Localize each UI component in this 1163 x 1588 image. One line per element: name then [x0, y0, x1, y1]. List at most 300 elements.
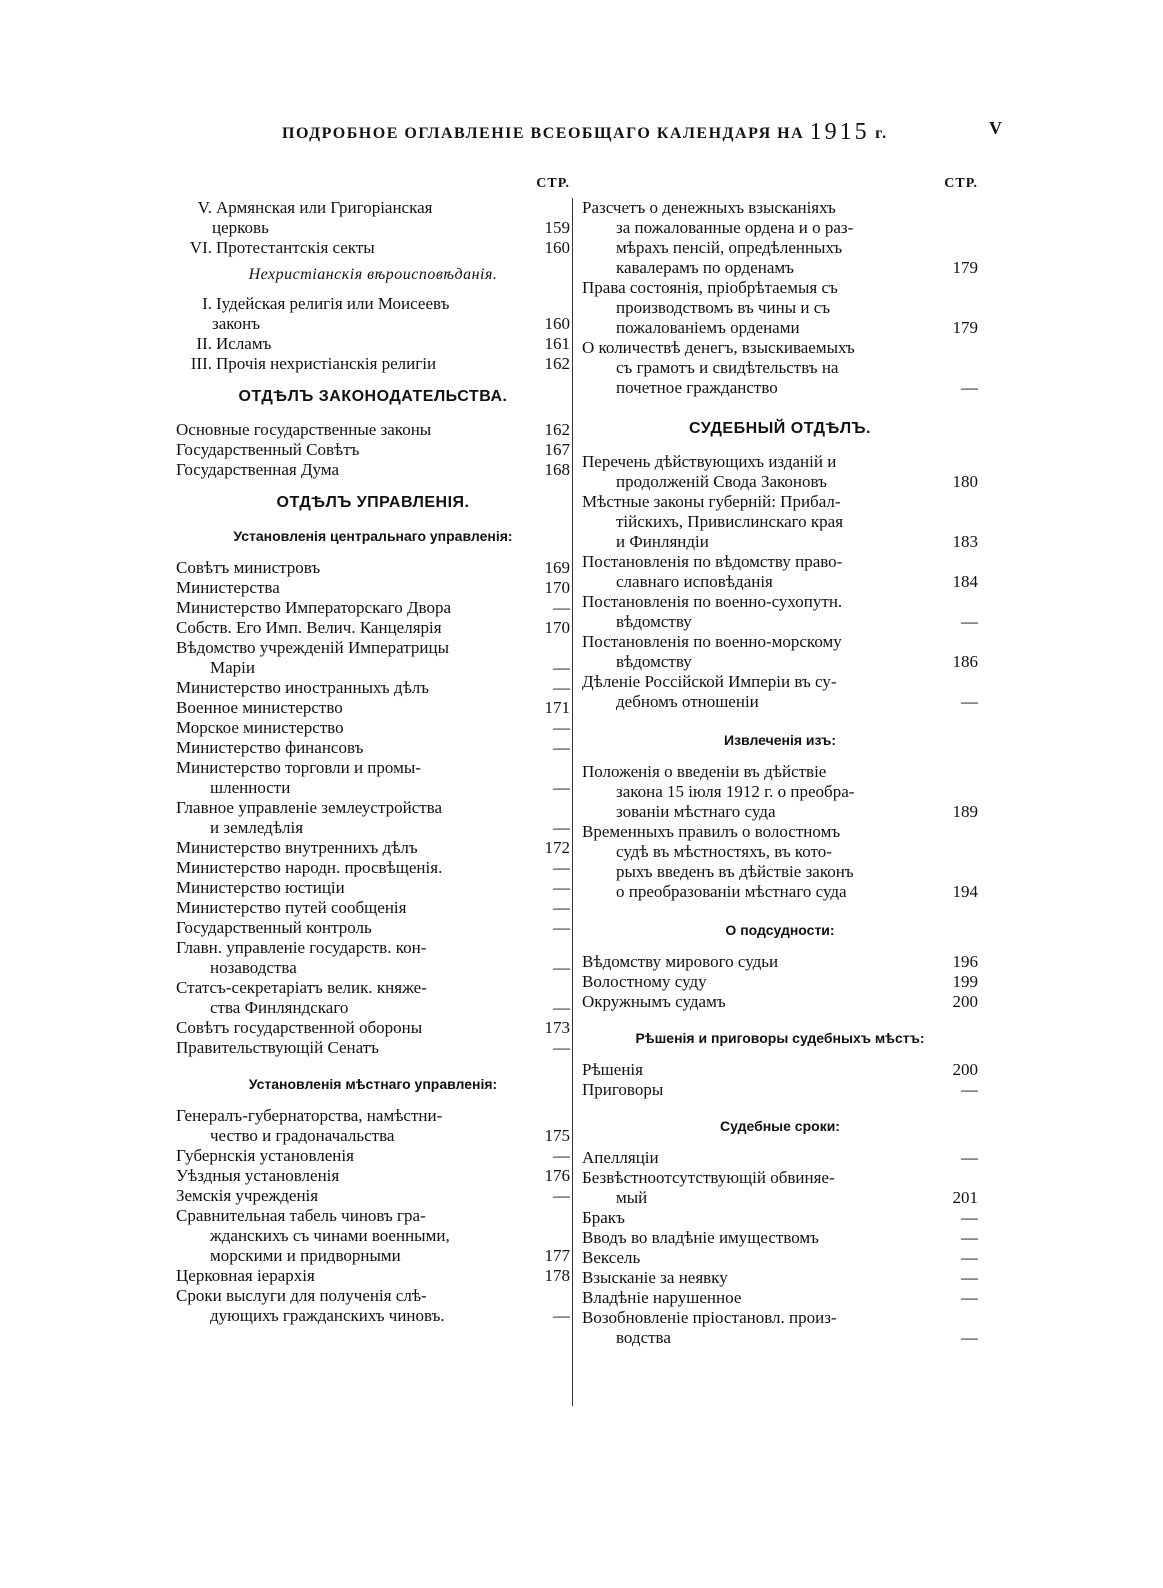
toc-entry-line: Возобновленіе пріостановл. произ-: [582, 1308, 837, 1327]
toc-entry: [176, 294, 570, 334]
toc-entry-continuation: судѣ въ мѣстностяхъ, въ кото-: [616, 842, 832, 861]
toc-entry-line: Государственный контроль: [176, 918, 372, 937]
toc-entry-line: Основные государственные законы: [176, 420, 432, 439]
toc-entry-line: Армянская или Григоріанская: [216, 198, 433, 217]
toc-entry: [582, 452, 978, 492]
toc-entry-title: [582, 338, 944, 398]
toc-entry-title: [582, 1208, 944, 1228]
toc-entry-line: Совѣтъ министровъ: [176, 558, 321, 577]
toc-entry-continuation: за пожалованные ордена и о раз-: [616, 218, 854, 237]
toc-entry-line: Главн. управленіе государств. кон-: [176, 938, 427, 957]
toc-entry-title: [176, 1266, 534, 1286]
toc-entry-continuation: дебномъ отношеніи: [616, 692, 759, 711]
toc-entry-line: Іудейская религія или Моисеевъ: [216, 294, 450, 313]
toc-entry-page: 201: [952, 1188, 978, 1207]
non-christian-heading: Нехристіанскія вѣроисповѣданія.: [248, 266, 498, 283]
toc-entry-continuation: тійскихъ, Привислинскаго края: [616, 512, 844, 531]
toc-entry: [176, 238, 570, 258]
toc-entry-continuation: жданскихъ съ чинами военными,: [210, 1226, 450, 1245]
toc-entry: [176, 738, 570, 758]
toc-entry-page: 168: [544, 460, 570, 479]
toc-entry-title: [176, 1186, 534, 1206]
toc-entry: [176, 918, 570, 938]
toc-entry: [176, 1266, 570, 1286]
toc-entry: [582, 492, 978, 552]
toc-entry-page: 199: [952, 972, 978, 991]
toc-entry: [582, 762, 978, 822]
toc-entry: [582, 198, 978, 278]
toc-entry-title: [176, 238, 534, 258]
decisions-subsection-title: Рѣшенія и приговоры судебныхъ мѣстъ:: [635, 1030, 925, 1046]
toc-entry-page: —: [961, 1148, 978, 1167]
toc-entry-title: [176, 898, 534, 918]
roman-numeral: II.: [196, 334, 212, 353]
toc-entry-continuation: и Финляндіи: [616, 532, 709, 551]
right-column: [582, 176, 978, 1348]
toc-entry: [582, 1228, 978, 1248]
toc-entry: [176, 198, 570, 238]
toc-entry-page: 162: [544, 420, 570, 439]
toc-entry-line: Прочія нехристіанскія религіи: [216, 354, 437, 373]
toc-entry: [176, 354, 570, 374]
toc-entry-title: [176, 1038, 534, 1058]
toc-entry-line: Постановленія по вѣдомству право-: [582, 552, 843, 571]
toc-entry-page: —: [553, 658, 570, 677]
column-divider: [572, 198, 573, 1406]
toc-entry: [582, 1268, 978, 1288]
toc-entry-title: [582, 492, 944, 552]
toc-entry-page: 200: [952, 992, 978, 1011]
toc-entry-page: 160: [544, 314, 570, 333]
toc-entry-page: —: [961, 378, 978, 397]
toc-entry-line: Дѣленіе Россійской Имперіи въ су-: [582, 672, 837, 691]
toc-entry-page: —: [553, 858, 570, 877]
toc-entry-title: [176, 460, 534, 480]
roman-numeral: I.: [202, 294, 212, 313]
toc-entry: [582, 822, 978, 902]
toc-entry-line: Губернскія установленія: [176, 1146, 354, 1165]
legislation-section-title: ОТДѢЛЪ ЗАКОНОДАТЕЛЬСТВА.: [238, 388, 508, 405]
toc-entry-page: 194: [952, 882, 978, 901]
toc-entry-page: —: [961, 1208, 978, 1227]
toc-entry: [176, 1166, 570, 1186]
toc-entry: [176, 618, 570, 638]
toc-entry-line: Вексель: [582, 1248, 641, 1267]
central-subsection-title: Установленія центральнаго управленія:: [233, 528, 513, 544]
toc-entry-continuation: дующихъ гражданскихъ чиновъ.: [210, 1306, 445, 1325]
toc-entry: [176, 1286, 570, 1326]
toc-entry-title: [176, 718, 534, 738]
toc-entry-line: О количествѣ денегъ, взыскиваемыхъ: [582, 338, 855, 357]
toc-entry-page: —: [961, 1328, 978, 1347]
toc-entry-line: Собств. Его Имп. Велич. Канцелярія: [176, 618, 442, 637]
toc-entry-page: 179: [952, 318, 978, 337]
header-year: 1915: [809, 119, 870, 145]
toc-entry-line: Бракъ: [582, 1208, 625, 1227]
terms-subsection-title: Судебные сроки:: [720, 1118, 840, 1134]
toc-entry-continuation: зованіи мѣстнаго суда: [616, 802, 776, 821]
toc-entry-title: [176, 1146, 534, 1166]
toc-entry-title: [176, 838, 534, 858]
toc-entry-page: —: [961, 1080, 978, 1099]
local-list: [176, 1106, 570, 1326]
toc-entry-page: —: [553, 1038, 570, 1057]
toc-entry-page: 180: [952, 472, 978, 491]
toc-entry-title: [176, 1166, 534, 1186]
toc-entry-continuation: чество и градоначальства: [210, 1126, 395, 1145]
toc-entry-line: Земскія учрежденія: [176, 1186, 319, 1205]
toc-entry-title: [582, 278, 944, 338]
numbered-top-list: [176, 198, 570, 258]
central-list: [176, 558, 570, 1058]
toc-entry-title: [582, 592, 944, 632]
toc-entry-title: [582, 1288, 944, 1308]
toc-entry-line: Вѣдомство учрежденій Императрицы: [176, 638, 450, 657]
toc-entry-title: [582, 1268, 944, 1288]
toc-entry: [176, 558, 570, 578]
toc-entry-title: [176, 638, 534, 678]
toc-entry-continuation: нозаводства: [210, 958, 297, 977]
toc-entry-title: [176, 738, 534, 758]
toc-entry-page: —: [553, 778, 570, 797]
toc-entry-page: 169: [544, 558, 570, 577]
toc-entry-continuation: съ грамотъ и свидѣтельствъ на: [616, 358, 839, 377]
toc-entry-title: [176, 878, 534, 898]
toc-entry-title: [176, 334, 534, 354]
toc-entry-title: [176, 858, 534, 878]
toc-entry-continuation: шленности: [210, 778, 291, 797]
toc-entry-page: 176: [544, 1166, 570, 1185]
toc-entry-title: [176, 198, 534, 238]
toc-entry-title: [582, 552, 944, 592]
toc-entry-title: [582, 1248, 944, 1268]
jurisdiction-list: [582, 952, 978, 1012]
toc-entry: [176, 1038, 570, 1058]
toc-entry-line: Вводъ во владѣніе имуществомъ: [582, 1228, 819, 1247]
toc-entry-title: [176, 758, 534, 798]
toc-entry: [176, 878, 570, 898]
toc-entry-line: Перечень дѣйствующихъ изданій и: [582, 452, 837, 471]
toc-entry-line: Государственная Дума: [176, 460, 340, 479]
toc-entry-title: [582, 992, 944, 1012]
toc-entry-title: [582, 822, 944, 902]
toc-entry-title: [582, 672, 944, 712]
toc-entry-line: Морское министерство: [176, 718, 344, 737]
toc-entry-page: 170: [544, 618, 570, 637]
toc-entry-page: —: [961, 1268, 978, 1287]
toc-entry-title: [176, 1286, 534, 1326]
toc-entry-line: Министерство торговли и промы-: [176, 758, 421, 777]
toc-entry-title: [176, 1106, 534, 1146]
toc-entry-page: 160: [544, 238, 570, 257]
toc-entry-continuation: мѣрахъ пенсій, опредѣленныхъ: [616, 238, 843, 257]
toc-entry-title: [582, 452, 944, 492]
toc-entry-line: Сроки выслуги для полученія слѣ-: [176, 1286, 427, 1305]
toc-entry: [176, 1106, 570, 1146]
page-header: [250, 116, 1020, 148]
toc-entry-title: [582, 1168, 944, 1208]
toc-entry: [176, 698, 570, 718]
toc-entry-title: [176, 798, 534, 838]
toc-entry-page: 173: [544, 1018, 570, 1037]
toc-entry-title: [176, 598, 534, 618]
toc-entry-page: —: [553, 1146, 570, 1165]
toc-entry-page: 179: [952, 258, 978, 277]
toc-entry: [582, 952, 978, 972]
toc-entry-page: 161: [544, 334, 570, 353]
toc-entry: [176, 938, 570, 978]
roman-numeral: III.: [190, 354, 212, 373]
toc-entry-continuation: продолженій Свода Законовъ: [616, 472, 827, 491]
toc-entry-title: [176, 1018, 534, 1038]
toc-entry-line: Безвѣстноотсутствующій обвиняе-: [582, 1168, 835, 1187]
toc-entry: [176, 638, 570, 678]
toc-entry-page: 186: [952, 652, 978, 671]
toc-entry-title: [176, 440, 534, 460]
toc-entry-page: —: [553, 1306, 570, 1325]
toc-entry: [582, 1208, 978, 1228]
toc-entry: [176, 1146, 570, 1166]
toc-entry-title: [582, 952, 944, 972]
toc-entry-line: Окружнымъ судамъ: [582, 992, 726, 1011]
toc-entry: [582, 972, 978, 992]
header-title-text: ПОДРОБНОЕ ОГЛАВЛЕНІЕ ВСЕОБЩАГО КАЛЕНДАРЯ НА: [282, 125, 805, 142]
toc-entry-page: —: [553, 878, 570, 897]
toc-entry-line: Протестантскія секты: [216, 238, 375, 257]
toc-entry-title: [176, 420, 534, 440]
toc-entry-title: [176, 918, 534, 938]
toc-entry-title: [582, 1060, 944, 1080]
decisions-list: [582, 1060, 978, 1100]
toc-entry-page: —: [553, 918, 570, 937]
toc-entry-line: Исламъ: [216, 334, 272, 353]
toc-entry-line: Рѣшенія: [582, 1060, 643, 1079]
toc-entry-line: Уѣздныя установленія: [176, 1166, 340, 1185]
toc-entry-continuation: славнаго исповѣданія: [616, 572, 773, 591]
toc-entry: [582, 552, 978, 592]
toc-entry: [176, 978, 570, 1018]
toc-entry-line: Постановленія по военно-сухопутн.: [582, 592, 843, 611]
toc-entry-line: Министерство народн. просвѣщенія.: [176, 858, 443, 877]
local-subsection-title: Установленія мѣстнаго управленія:: [248, 1076, 498, 1092]
toc-entry-line: Военное министерство: [176, 698, 343, 717]
toc-entry-page: —: [553, 998, 570, 1017]
page-column-label: СТР.: [536, 176, 570, 191]
toc-entry: [582, 672, 978, 712]
judicial-section-title: СУДЕБНЫЙ ОТДѢЛЪ.: [689, 420, 871, 437]
toc-entry: [582, 1248, 978, 1268]
toc-entry-continuation: Маріи: [210, 658, 255, 677]
toc-entry: [582, 338, 978, 398]
toc-entry-title: [582, 972, 944, 992]
toc-entry-page: —: [553, 1186, 570, 1205]
toc-entry: [176, 898, 570, 918]
header-year-suffix: г.: [875, 125, 888, 142]
toc-entry-page: 170: [544, 578, 570, 597]
toc-entry-title: [176, 578, 534, 598]
toc-entry-title: [582, 1148, 944, 1168]
toc-entry-page: —: [961, 1228, 978, 1247]
toc-entry-page: —: [961, 692, 978, 711]
toc-entry: [176, 578, 570, 598]
toc-entry: [582, 1308, 978, 1348]
toc-entry-line: Волостному суду: [582, 972, 707, 991]
toc-entry: [582, 1148, 978, 1168]
toc-entry-line: Министерство путей сообщенія: [176, 898, 407, 917]
toc-entry-page: —: [553, 958, 570, 977]
toc-entry-page: 177: [544, 1246, 570, 1265]
numbered-bottom-list: [176, 294, 570, 374]
toc-entry-line: Правительствующій Сенатъ: [176, 1038, 379, 1057]
toc-entry-page: 184: [952, 572, 978, 591]
toc-entry: [176, 460, 570, 480]
toc-entry-page: —: [961, 1248, 978, 1267]
toc-entry-page: 200: [952, 1060, 978, 1079]
toc-entry-continuation: пожалованіемъ орденами: [616, 318, 800, 337]
toc-entry-line: Министерства: [176, 578, 280, 597]
toc-entry-page: —: [553, 598, 570, 617]
toc-entry-line: Взысканіе за неявку: [582, 1268, 728, 1287]
roman-numeral: V.: [197, 198, 212, 217]
toc-entry-continuation: рыхъ введенъ въ дѣйствіе законъ: [616, 862, 854, 881]
toc-entry-continuation: вѣдомству: [616, 652, 692, 671]
toc-entry-page: 196: [952, 952, 978, 971]
toc-entry-page: 171: [544, 698, 570, 717]
toc-entry-continuation: и земледѣлія: [210, 818, 304, 837]
toc-entry-page: —: [553, 898, 570, 917]
toc-entry-continuation: церковь: [212, 218, 269, 237]
toc-entry-line: Разсчетъ о денежныхъ взысканіяхъ: [582, 198, 836, 217]
toc-entry: [582, 992, 978, 1012]
toc-entry-title: [582, 1228, 944, 1248]
toc-entry-line: Главное управленіе землеустройства: [176, 798, 443, 817]
toc-entry-continuation: почетное гражданство: [616, 378, 778, 397]
left-column: [176, 176, 570, 1326]
jurisdiction-subsection-title: О подсудности:: [725, 922, 835, 938]
toc-entry: [176, 1018, 570, 1038]
toc-entry-page: 183: [952, 532, 978, 551]
toc-entry-page: —: [553, 678, 570, 697]
roman-numeral: VI.: [189, 238, 212, 257]
toc-entry-line: Совѣтъ государственной обороны: [176, 1018, 423, 1037]
toc-entry-title: [176, 1206, 534, 1266]
toc-entry: [582, 1288, 978, 1308]
toc-entry-title: [176, 558, 534, 578]
toc-entry-continuation: ства Финляндскаго: [210, 998, 349, 1017]
toc-entry-continuation: кавалерамъ по орденамъ: [616, 258, 794, 277]
toc-entry: [582, 1168, 978, 1208]
toc-entry-line: Министерство юстиціи: [176, 878, 345, 897]
toc-entry-line: Права состоянія, пріобрѣтаемыя съ: [582, 278, 838, 297]
toc-entry: [176, 718, 570, 738]
toc-entry: [176, 798, 570, 838]
toc-entry: [582, 1060, 978, 1080]
toc-entry-page: 159: [544, 218, 570, 237]
toc-entry-continuation: о преобразованіи мѣстнаго суда: [616, 882, 847, 901]
toc-entry-line: Церковная іерархія: [176, 1266, 315, 1285]
judicial-list: [582, 452, 978, 712]
toc-entry-title: [176, 938, 534, 978]
toc-entry-title: [176, 978, 534, 1018]
toc-entry-title: [582, 762, 944, 822]
right-top-list: [582, 198, 978, 398]
toc-entry-line: Государственный Совѣтъ: [176, 440, 360, 459]
toc-entry-page: 175: [544, 1126, 570, 1145]
toc-entry-page: —: [553, 718, 570, 737]
page-column-label: СТР.: [944, 176, 978, 191]
toc-entry-title: [176, 698, 534, 718]
toc-entry-continuation: морскими и придворными: [210, 1246, 401, 1265]
toc-entry-page: 162: [544, 354, 570, 373]
toc-entry: [176, 758, 570, 798]
toc-entry: [176, 334, 570, 354]
toc-entry-page: 178: [544, 1266, 570, 1285]
toc-entry-line: Апелляціи: [582, 1148, 659, 1167]
toc-entry: [176, 598, 570, 618]
toc-entry: [176, 420, 570, 440]
toc-entry-line: Приговоры: [582, 1080, 664, 1099]
toc-entry: [176, 838, 570, 858]
toc-entry: [176, 1206, 570, 1266]
toc-entry-title: [582, 632, 944, 672]
toc-entry-title: [176, 354, 534, 374]
toc-entry-line: Положенія о введеніи въ дѣйствіе: [582, 762, 827, 781]
toc-entry-page: 167: [544, 440, 570, 459]
toc-entry-continuation: водства: [616, 1328, 671, 1347]
toc-entry: [582, 1080, 978, 1100]
toc-entry-title: [582, 198, 944, 278]
toc-entry-title: [582, 1080, 944, 1100]
toc-entry-page: —: [553, 738, 570, 757]
toc-entry-page: —: [961, 1288, 978, 1307]
header-title: [282, 118, 888, 145]
toc-entry-line: Временныхъ правилъ о волостномъ: [582, 822, 841, 841]
toc-entry-title: [176, 618, 534, 638]
toc-entry-line: Вѣдомству мирового судьи: [582, 952, 779, 971]
legislation-list: [176, 420, 570, 480]
toc-entry-line: Министерство внутреннихъ дѣлъ: [176, 838, 418, 857]
toc-entry-line: Владѣніе нарушенное: [582, 1288, 742, 1307]
toc-entry-title: [582, 1308, 944, 1348]
terms-list: [582, 1148, 978, 1348]
toc-entry-page: 189: [952, 802, 978, 821]
toc-entry-page: 172: [544, 838, 570, 857]
extracts-list: [582, 762, 978, 902]
toc-entry-title: [176, 678, 534, 698]
toc-entry-line: Постановленія по военно-морскому: [582, 632, 842, 651]
toc-entry-line: Министерство финансовъ: [176, 738, 364, 757]
toc-entry-continuation: мый: [616, 1188, 648, 1207]
toc-entry-title: [176, 294, 534, 334]
toc-entry: [176, 678, 570, 698]
toc-entry-continuation: законъ: [212, 314, 261, 333]
toc-entry-line: Генералъ-губернаторства, намѣстни-: [176, 1106, 443, 1125]
toc-entry-page: —: [961, 612, 978, 631]
toc-entry-line: Министерство Императорскаго Двора: [176, 598, 451, 617]
toc-entry-page: —: [553, 818, 570, 837]
page-number: V: [989, 118, 1002, 138]
toc-entry: [582, 632, 978, 672]
toc-entry: [176, 440, 570, 460]
toc-entry: [176, 1186, 570, 1206]
toc-entry-line: Статсъ-секретаріатъ велик. княже-: [176, 978, 427, 997]
toc-entry: [582, 592, 978, 632]
toc-entry-continuation: закона 15 іюля 1912 г. о преобра-: [616, 782, 855, 801]
toc-entry-line: Министерство иностранныхъ дѣлъ: [176, 678, 430, 697]
toc-entry: [176, 858, 570, 878]
toc-entry-continuation: вѣдомству: [616, 612, 692, 631]
toc-entry-line: Сравнительная табель чиновъ гра-: [176, 1206, 426, 1225]
